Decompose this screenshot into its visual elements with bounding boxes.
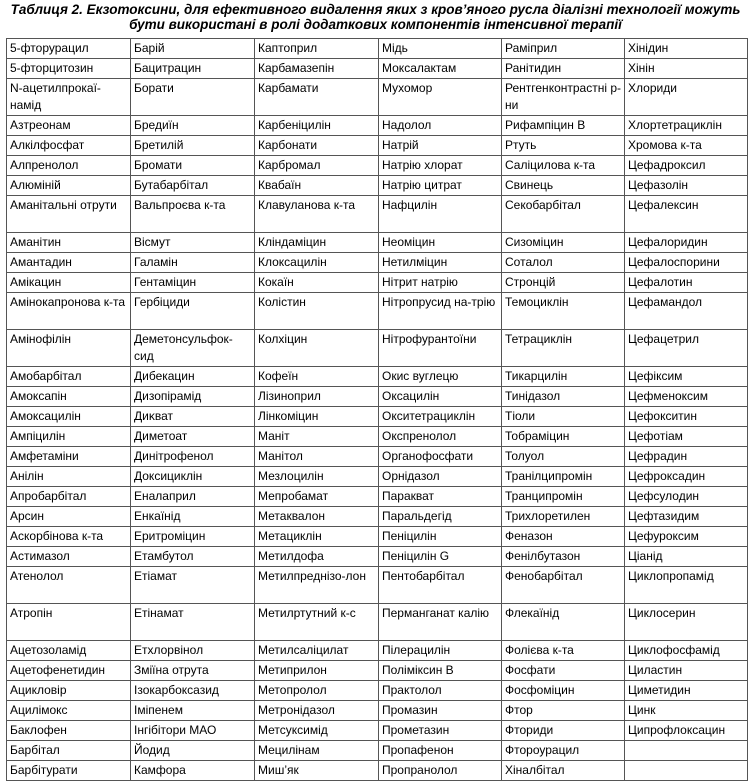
table-cell: Нітропрусид на-трію — [379, 293, 502, 330]
table-cell: Метиприлон — [255, 661, 379, 681]
table-row — [7, 527, 748, 547]
table-cell: Доксициклін — [131, 467, 255, 487]
table-cell: Амобарбітал — [7, 367, 131, 387]
table-cell: Гербіциди — [131, 293, 255, 330]
table-cell: Аманітин — [7, 233, 131, 253]
table-cell: Гентаміцин — [131, 273, 255, 293]
table-cell: Раміприл — [502, 39, 625, 59]
table-cell: Амінофілін — [7, 330, 131, 367]
table-cell: Пеніцилін — [379, 527, 502, 547]
table-row — [7, 604, 748, 641]
table-cell: Фосфоміцин — [502, 681, 625, 701]
table-cell: Карбонати — [255, 136, 379, 156]
table-cell: Циластин — [625, 661, 748, 681]
table-cell: Дибекацин — [131, 367, 255, 387]
table-row — [7, 701, 748, 721]
table-cell: Етамбутол — [131, 547, 255, 567]
table-cell: Карбамазепін — [255, 59, 379, 79]
table-cell: Свинець — [502, 176, 625, 196]
table-cell: Вальпроєва к-та — [131, 196, 255, 233]
table-cell: Метилсаліцилат — [255, 641, 379, 661]
table-cell: Моксалактам — [379, 59, 502, 79]
table-cell: N-ацетилпрокаї-намід — [7, 79, 131, 116]
table-cell: Хлортетрациклін — [625, 116, 748, 136]
table-row — [7, 447, 748, 467]
table-cell: Баклофен — [7, 721, 131, 741]
table-row — [7, 233, 748, 253]
table-cell: Кофеїн — [255, 367, 379, 387]
table-cell: Ампіцилін — [7, 427, 131, 447]
table-cell: Астимазол — [7, 547, 131, 567]
table-cell: Пеніцилін G — [379, 547, 502, 567]
table-cell: Пропафенон — [379, 741, 502, 761]
table-cell: Ціанід — [625, 547, 748, 567]
table-cell: Транципромін — [502, 487, 625, 507]
table-cell: Оксацилін — [379, 387, 502, 407]
table-cell: Ацетозоламід — [7, 641, 131, 661]
table-cell: Транілципромін — [502, 467, 625, 487]
table-cell: Рифампіцин В — [502, 116, 625, 136]
table-cell: Галамін — [131, 253, 255, 273]
table-cell: Цефокситин — [625, 407, 748, 427]
table-cell: Органофосфати — [379, 447, 502, 467]
table-cell: Цефсулодин — [625, 487, 748, 507]
table-cell: Паракват — [379, 487, 502, 507]
table-cell: Сизоміцин — [502, 233, 625, 253]
table-cell: Циклопропамід — [625, 567, 748, 604]
table-row — [7, 330, 748, 367]
table-cell: Цефроксадин — [625, 467, 748, 487]
table-cell: Окситетрациклін — [379, 407, 502, 427]
table-row — [7, 273, 748, 293]
table-cell: Нетилміцин — [379, 253, 502, 273]
table-cell: Нафцилін — [379, 196, 502, 233]
table-row — [7, 79, 748, 116]
table-cell: Цефалоридин — [625, 233, 748, 253]
table-cell: Еналаприл — [131, 487, 255, 507]
table-row — [7, 467, 748, 487]
table-cell: Цефрадин — [625, 447, 748, 467]
table-cell: Окспренолол — [379, 427, 502, 447]
table-cell: Мезлоцилін — [255, 467, 379, 487]
table-cell: Борати — [131, 79, 255, 116]
table-cell: Бретилій — [131, 136, 255, 156]
table-cell: Цефалексин — [625, 196, 748, 233]
table-cell: Поліміксин В — [379, 661, 502, 681]
table-cell: Клавуланова к-та — [255, 196, 379, 233]
table-cell: Цинк — [625, 701, 748, 721]
table-cell: Темоциклін — [502, 293, 625, 330]
table-cell: Циклосерин — [625, 604, 748, 641]
table-cell: Аскорбінова к-та — [7, 527, 131, 547]
table-cell: Хромова к-та — [625, 136, 748, 156]
table-cell: Цефтазидим — [625, 507, 748, 527]
table-cell: Дизопірамід — [131, 387, 255, 407]
table-row — [7, 741, 748, 761]
table-cell: Деметонсульфок-сид — [131, 330, 255, 367]
table-cell: Тикарцилін — [502, 367, 625, 387]
table-cell: Фенобарбітал — [502, 567, 625, 604]
table-cell: Нітрит натрію — [379, 273, 502, 293]
table-cell: Натрію хлорат — [379, 156, 502, 176]
table-cell: Цефалотин — [625, 273, 748, 293]
table-cell: Тинідазол — [502, 387, 625, 407]
table-cell: Стронцій — [502, 273, 625, 293]
table-cell: Амінокапронова к-та — [7, 293, 131, 330]
table-cell: Мепробамат — [255, 487, 379, 507]
table-cell: Апробарбітал — [7, 487, 131, 507]
table-cell: Метсуксимід — [255, 721, 379, 741]
table-cell: Арсин — [7, 507, 131, 527]
table-cell: Миш’як — [255, 761, 379, 781]
table-cell: Ацетофенетидин — [7, 661, 131, 681]
table-cell: Цефуроксим — [625, 527, 748, 547]
table-cell: Фенілбутазон — [502, 547, 625, 567]
table-cell: Фосфати — [502, 661, 625, 681]
table-cell: Ізокарбоксазид — [131, 681, 255, 701]
table-cell: Карбамати — [255, 79, 379, 116]
table-cell: Мідь — [379, 39, 502, 59]
table-cell: Цефменоксим — [625, 387, 748, 407]
table-cell — [625, 741, 748, 761]
table-cell: Диметоат — [131, 427, 255, 447]
table-cell: Метилртутний к-с — [255, 604, 379, 641]
table-cell: Колістин — [255, 293, 379, 330]
table-row — [7, 116, 748, 136]
table-cell: Цефазолін — [625, 176, 748, 196]
table-cell: Прометазин — [379, 721, 502, 741]
table-cell: Метронідазол — [255, 701, 379, 721]
table-cell: Мецилінам — [255, 741, 379, 761]
table-cell: Тіоли — [502, 407, 625, 427]
table-cell: Метопролол — [255, 681, 379, 701]
table-cell: Клоксацилін — [255, 253, 379, 273]
table-cell: Алкілфосфат — [7, 136, 131, 156]
table-cell: Неоміцин — [379, 233, 502, 253]
table-cell: Метилпреднізо-лон — [255, 567, 379, 604]
table-cell: Фолієва к-та — [502, 641, 625, 661]
table-cell: Натрію цитрат — [379, 176, 502, 196]
table-row — [7, 661, 748, 681]
table-cell: Азтреонам — [7, 116, 131, 136]
table-cell: Нітрофурантоїни — [379, 330, 502, 367]
table-row — [7, 487, 748, 507]
table-cell: Феназон — [502, 527, 625, 547]
table-cell: Тетрациклін — [502, 330, 625, 367]
table-cell: Анілін — [7, 467, 131, 487]
table-caption-line-2: бути використані в ролі додаткових компонентів інтенсивної терапії — [129, 17, 622, 32]
table-row — [7, 721, 748, 741]
table-cell: Бредиїн — [131, 116, 255, 136]
table-cell: Флекаїнід — [502, 604, 625, 641]
table-cell: Метаквалон — [255, 507, 379, 527]
table-cell: Рентгенконтрастні р-ни — [502, 79, 625, 116]
table-row — [7, 253, 748, 273]
table-cell: Цефалоспорини — [625, 253, 748, 273]
table-cell: Соталол — [502, 253, 625, 273]
table-cell: Ртуть — [502, 136, 625, 156]
table-cell: Бацитрацин — [131, 59, 255, 79]
table-cell: Етіамат — [131, 567, 255, 604]
table-cell: Амфетаміни — [7, 447, 131, 467]
table-row — [7, 547, 748, 567]
table-row — [7, 507, 748, 527]
table-cell: Атенолол — [7, 567, 131, 604]
table-cell: Камфора — [131, 761, 255, 781]
table-cell: Енкаїнід — [131, 507, 255, 527]
table-cell: Барбітал — [7, 741, 131, 761]
table-cell: Амоксапін — [7, 387, 131, 407]
table-body — [7, 39, 748, 781]
table-cell: Ципрофлоксацин — [625, 721, 748, 741]
table-cell: Квабаїн — [255, 176, 379, 196]
table-row — [7, 136, 748, 156]
table-cell: Каптоприл — [255, 39, 379, 59]
table-cell: Амоксацилін — [7, 407, 131, 427]
table-cell: Іміпенем — [131, 701, 255, 721]
table-cell: Аманітальні отрути — [7, 196, 131, 233]
table-cell: Цефіксим — [625, 367, 748, 387]
table-cell: Перманганат калію — [379, 604, 502, 641]
table-cell: Інгібітори МАО — [131, 721, 255, 741]
table-cell: Ацикловір — [7, 681, 131, 701]
table-cell: Саліцилова к-та — [502, 156, 625, 176]
table-cell: Лізиноприл — [255, 387, 379, 407]
table-cell: Карбромал — [255, 156, 379, 176]
table-cell: Секобарбітал — [502, 196, 625, 233]
table-cell: Лінкоміцин — [255, 407, 379, 427]
table-cell: Алюміній — [7, 176, 131, 196]
table-cell: Толуол — [502, 447, 625, 467]
table-cell: Манітол — [255, 447, 379, 467]
table-cell: Метилдофа — [255, 547, 379, 567]
exotoxin-table — [6, 38, 748, 781]
table-cell: Колхіцин — [255, 330, 379, 367]
table-cell: Цефамандол — [625, 293, 748, 330]
table-cell: Ранітидин — [502, 59, 625, 79]
table-row — [7, 293, 748, 330]
table-cell: Етінамат — [131, 604, 255, 641]
table-cell: Тобраміцин — [502, 427, 625, 447]
table-row — [7, 196, 748, 233]
table-cell: Амікацин — [7, 273, 131, 293]
table-row — [7, 39, 748, 59]
table-row — [7, 567, 748, 604]
table-cell: Карбеніцилін — [255, 116, 379, 136]
table-cell: Цефотіам — [625, 427, 748, 447]
table-cell: Барбітурати — [7, 761, 131, 781]
table-cell: Паральдегід — [379, 507, 502, 527]
table-row — [7, 641, 748, 661]
table-cell: Хіналбітал — [502, 761, 625, 781]
table-cell: Алпренолол — [7, 156, 131, 176]
table-cell: Метациклін — [255, 527, 379, 547]
table-cell: Мухомор — [379, 79, 502, 116]
table-row — [7, 681, 748, 701]
table-cell: Натрій — [379, 136, 502, 156]
table-cell: Барій — [131, 39, 255, 59]
table-cell: Динітрофенол — [131, 447, 255, 467]
table-row — [7, 387, 748, 407]
table-row — [7, 59, 748, 79]
table-cell: Цефацетрил — [625, 330, 748, 367]
table-cell: Пентобарбітал — [379, 567, 502, 604]
table-cell: Амантадин — [7, 253, 131, 273]
table-cell: Хінідин — [625, 39, 748, 59]
table-cell: Циметидин — [625, 681, 748, 701]
table-row — [7, 427, 748, 447]
table-cell: Еритроміцин — [131, 527, 255, 547]
table-row — [7, 407, 748, 427]
table-cell: Пілерацилін — [379, 641, 502, 661]
table-cell: Бромати — [131, 156, 255, 176]
table-cell: Хінін — [625, 59, 748, 79]
table-cell: Бутабарбітал — [131, 176, 255, 196]
table-cell: 5-фторурацил — [7, 39, 131, 59]
table-cell: Пропранолол — [379, 761, 502, 781]
table-cell: Диκват — [131, 407, 255, 427]
table-cell: Ацилімокс — [7, 701, 131, 721]
table-cell: Промазин — [379, 701, 502, 721]
table-row — [7, 761, 748, 781]
table-caption — [0, 0, 751, 34]
table-caption-line-1: Таблиця 2. Екзотоксини, для ефективного видалення яких з кров’яного русла діалізні технології можуть — [10, 2, 741, 17]
table-cell: Маніт — [255, 427, 379, 447]
table-cell: Практолол — [379, 681, 502, 701]
table-cell: Надолол — [379, 116, 502, 136]
table-cell: Фтор — [502, 701, 625, 721]
table-cell: Кліндаміцин — [255, 233, 379, 253]
table-cell: 5-фторцитозин — [7, 59, 131, 79]
table-cell: Атропін — [7, 604, 131, 641]
table-cell: Зміїна отрута — [131, 661, 255, 681]
table-cell: Фтороурацил — [502, 741, 625, 761]
table-cell: Орнідазол — [379, 467, 502, 487]
table-row — [7, 156, 748, 176]
table-cell — [625, 761, 748, 781]
table-row — [7, 176, 748, 196]
table-cell: Цефадроксил — [625, 156, 748, 176]
table-cell: Окис вуглецю — [379, 367, 502, 387]
table-cell: Кокаїн — [255, 273, 379, 293]
table-cell: Хлориди — [625, 79, 748, 116]
table-cell: Фториди — [502, 721, 625, 741]
table-cell: Трихлоретилен — [502, 507, 625, 527]
table-row — [7, 367, 748, 387]
table-cell: Вісмут — [131, 233, 255, 253]
table-cell: Циклофосфамід — [625, 641, 748, 661]
table-cell: Йодид — [131, 741, 255, 761]
table-cell: Етхлорвінол — [131, 641, 255, 661]
